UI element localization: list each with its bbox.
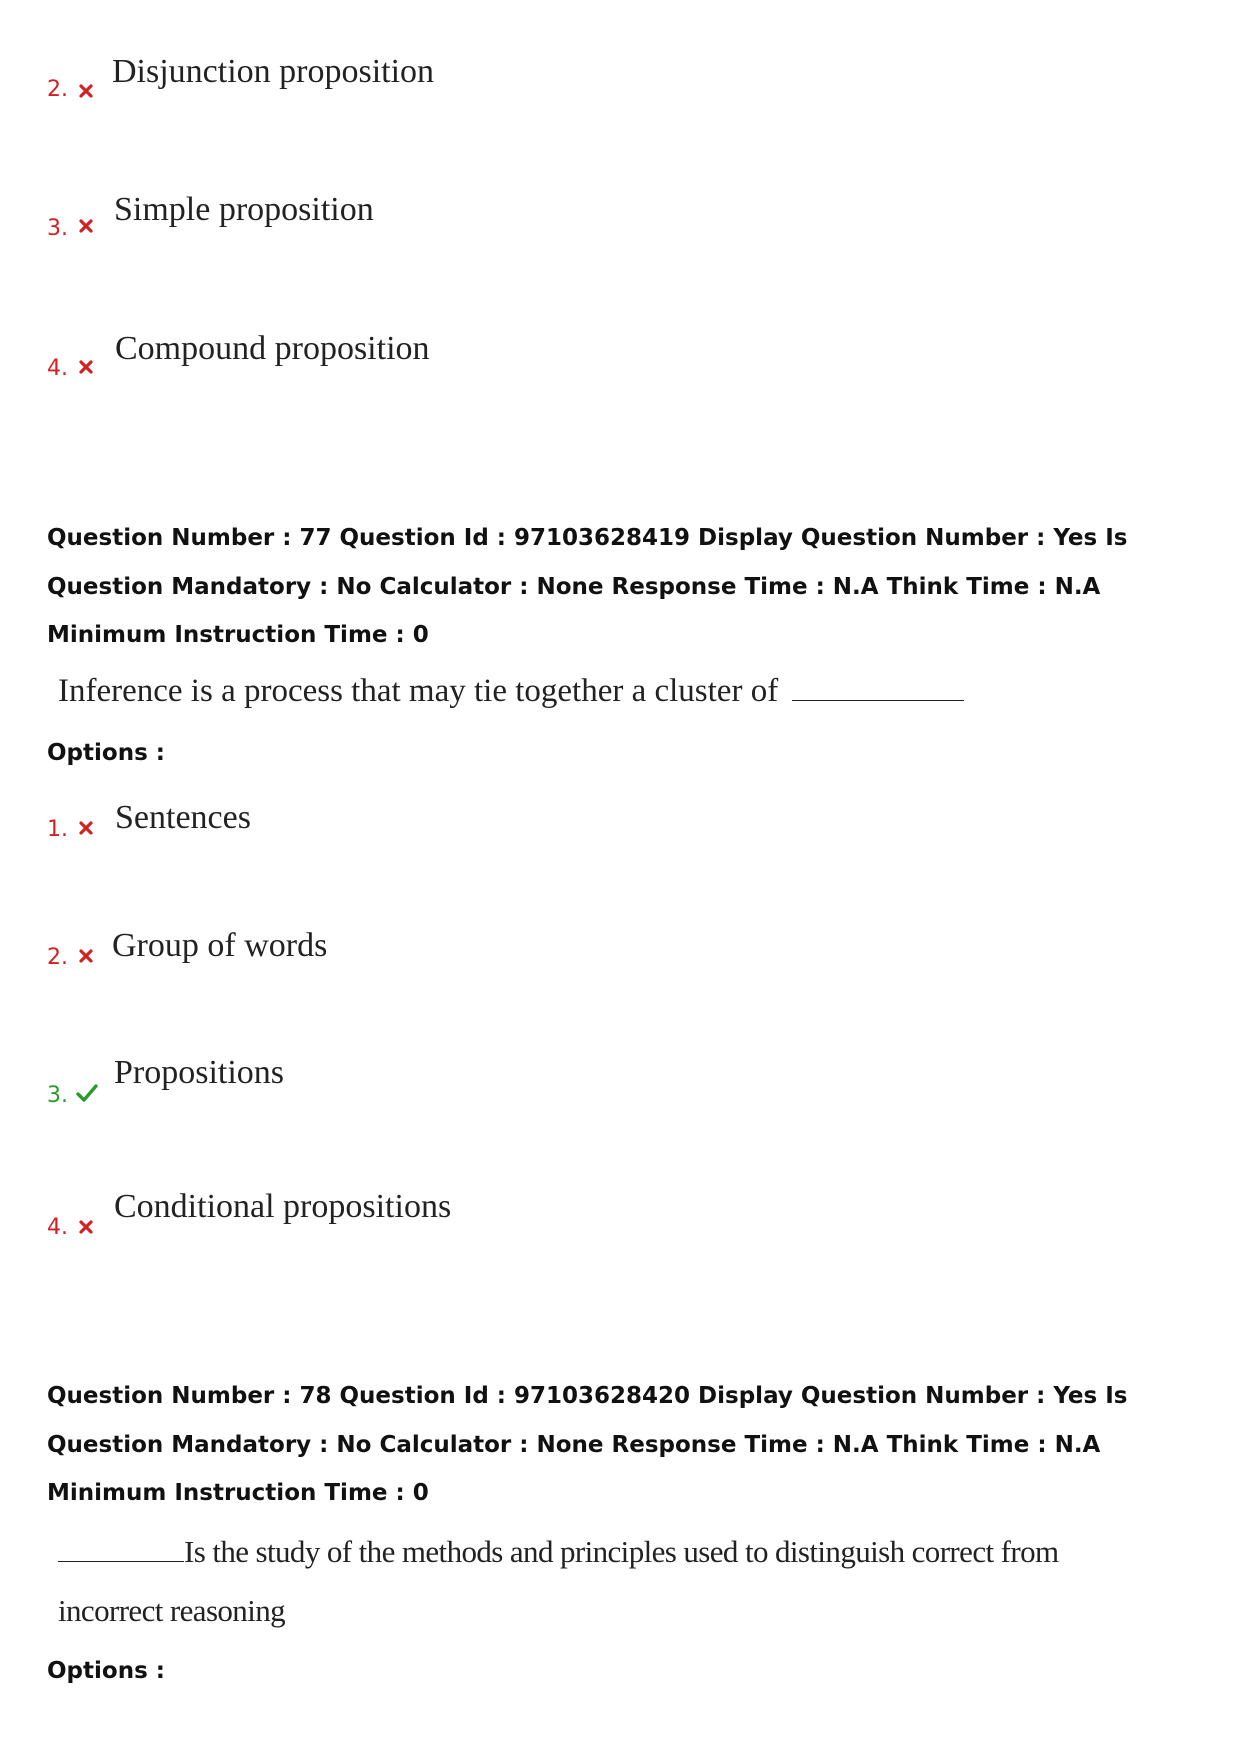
option-text: Propositions [114, 1054, 285, 1091]
answer-blank [58, 1560, 184, 1562]
answer-blank [792, 699, 964, 701]
question-body: Is the study of the methods and principles used to distinguish correct from [184, 1534, 1059, 1569]
cross-icon [78, 359, 94, 375]
question-meta: Question Number : 78 Question Id : 97103628420 Display Question Number : Yes Is Question Mandatory : No Calculator : None Response Time : N.A Think Time : N.A Minimum Instruction Time : 0 [47, 1383, 1128, 1506]
option-text: Group of words [112, 927, 328, 964]
option-number: 3. [47, 216, 68, 241]
option-number: 1. [47, 817, 68, 842]
cross-icon [78, 83, 94, 99]
option-text: Sentences [115, 799, 251, 836]
option-number: 4. [47, 1215, 68, 1240]
option-text: Conditional propositions [114, 1188, 452, 1225]
question-text-line-1 [58, 1532, 1059, 1572]
options-label: Options : [47, 740, 165, 766]
cross-icon [78, 1219, 94, 1235]
option-text: Simple proposition [114, 191, 374, 228]
check-icon [76, 1083, 98, 1103]
option-number: 2. [47, 77, 68, 102]
cross-icon [78, 948, 94, 964]
option-text: Compound proposition [115, 330, 430, 367]
question-text-line-2: incorrect reasoning [58, 1593, 286, 1628]
option-number: 4. [47, 356, 68, 381]
option-number: 3. [47, 1083, 68, 1108]
option-number: 2. [47, 945, 68, 970]
options-label: Options : [47, 1658, 165, 1684]
question-text [58, 671, 964, 711]
option-text: Disjunction proposition [112, 53, 435, 90]
cross-icon [78, 820, 94, 836]
question-body: Inference is a process that may tie together a cluster of [58, 673, 779, 709]
cross-icon [78, 218, 94, 234]
question-meta: Question Number : 77 Question Id : 97103628419 Display Question Number : Yes Is Question Mandatory : No Calculator : None Response Time : N.A Think Time : N.A Minimum Instruction Time : 0 [47, 525, 1128, 648]
